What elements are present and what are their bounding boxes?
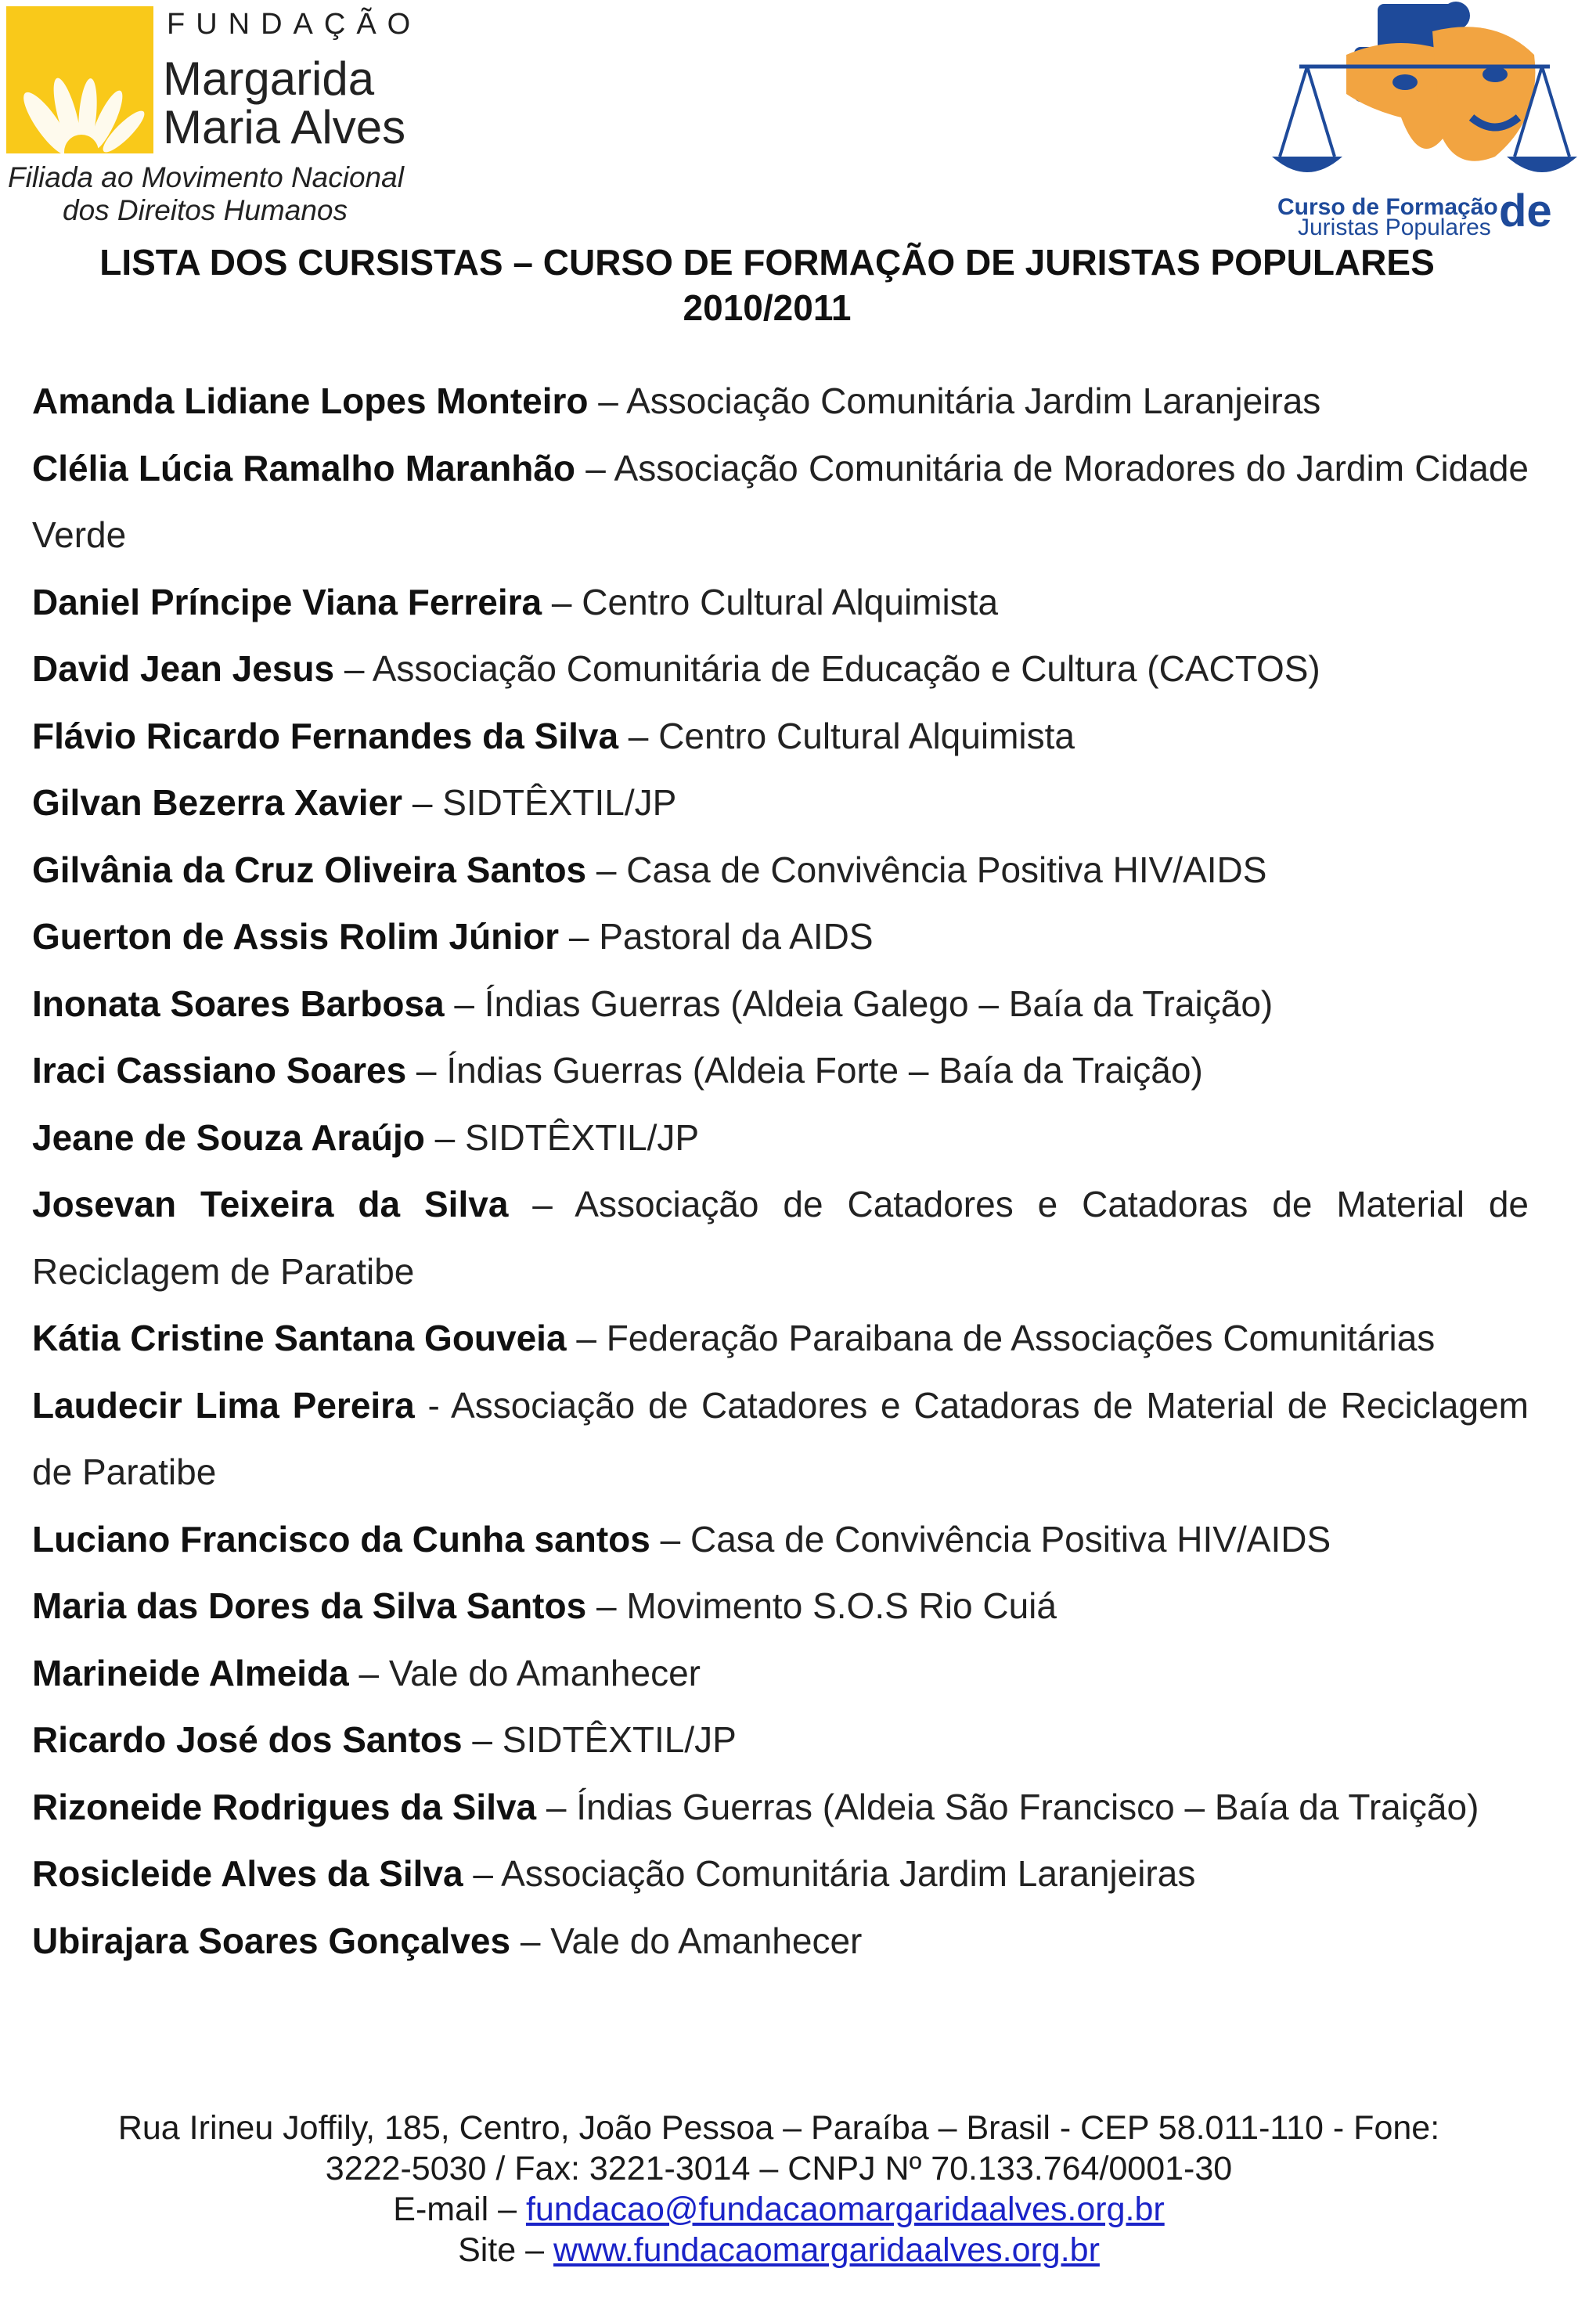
participant-organization: Casa de Convivência Positiva HIV/AIDS (626, 849, 1267, 890)
flower-emblem-icon (6, 6, 153, 153)
participant-entry (32, 903, 1529, 971)
course-logo (1260, 0, 1581, 241)
participant-name: Maria das Dores da Silva Santos (32, 1585, 587, 1626)
participant-organization: SIDTÊXTIL/JP (442, 782, 677, 823)
participant-organization: Centro Cultural Alquimista (582, 581, 999, 622)
participant-separator: – (650, 1518, 690, 1560)
participant-organization: Índias Guerras (Aldeia Forte – Baía da Traição) (446, 1050, 1203, 1091)
participant-entry (32, 1305, 1529, 1372)
participant-entry (32, 1171, 1529, 1305)
title-line2: 2010/2011 (683, 287, 852, 328)
participant-name: Ubirajara Soares Gonçalves (32, 1920, 511, 1961)
participant-separator: – (588, 380, 627, 421)
participant-name: Rosicleide Alves da Silva (32, 1853, 463, 1894)
participant-organization: Índias Guerras (Aldeia São Francisco – Baía da Traição) (576, 1786, 1479, 1827)
footer-email-label: E-mail – (393, 2191, 526, 2228)
participant-name: Clélia Lúcia Ramalho Maranhão (32, 447, 576, 489)
footer-contact (0, 2108, 1558, 2270)
course-logo-line1: Curso de Formação (1277, 194, 1498, 220)
logo-fundacao-text: FUNDAÇÃO (167, 8, 422, 41)
course-logo-de: de (1499, 186, 1552, 236)
participant-organization: Associação de Catadores e Catadoras de Material de Reciclagem de Paratibe (32, 1384, 1529, 1492)
participant-name: David Jean Jesus (32, 648, 335, 689)
participant-organization: Associação Comunitária de Educação e Cultura (CACTOS) (372, 648, 1320, 689)
participant-organization: Centro Cultural Alquimista (658, 715, 1075, 756)
participant-organization: Associação Comunitária Jardim Laranjeiras (626, 380, 1321, 421)
participant-entry (32, 1841, 1529, 1908)
footer-email-line (0, 2189, 1558, 2230)
participant-name: Luciano Francisco da Cunha santos (32, 1518, 650, 1560)
participant-entry (32, 837, 1529, 904)
participant-name: Kátia Cristine Santana Gouveia (32, 1318, 567, 1358)
participant-separator: - (414, 1384, 452, 1426)
footer-site-line (0, 2230, 1558, 2270)
participant-entry (32, 1372, 1529, 1506)
participant-name: Inonata Soares Barbosa (32, 983, 445, 1024)
participants-list (32, 368, 1529, 1974)
foundation-logo (6, 6, 445, 229)
participant-separator: – (542, 581, 582, 622)
participant-name: Gilvan Bezerra Xavier (32, 782, 403, 823)
scales-of-justice-icon (1260, 0, 1581, 196)
participant-separator: – (406, 1050, 447, 1091)
participant-entry (32, 1573, 1529, 1640)
participant-name: Flávio Ricardo Fernandes da Silva (32, 715, 619, 756)
participant-entry (32, 435, 1529, 569)
participant-organization: Índias Guerras (Aldeia Galego – Baía da Traição) (484, 983, 1274, 1024)
participant-entry (32, 1707, 1529, 1774)
participant-organization: SIDTÊXTIL/JP (502, 1719, 737, 1760)
logo-name-line1: Margarida (163, 52, 375, 105)
footer-address: Rua Irineu Joffily, 185, Centro, João Pessoa – Paraíba – Brasil - CEP 58.011-110 - Fone: (117, 2109, 1440, 2147)
participant-entry (32, 770, 1529, 837)
participant-separator: – (586, 849, 627, 890)
logo-affiliation-line2: dos Direitos Humanos (63, 194, 348, 226)
participant-separator: – (348, 1652, 389, 1693)
participant-separator: – (402, 782, 443, 823)
participant-separator: – (618, 715, 659, 756)
footer-site-label: Site – (458, 2231, 553, 2269)
title-line1: LISTA DOS CURSISTAS – CURSO DE FORMAÇÃO DE JURISTAS POPULARES (99, 242, 1435, 283)
participant-separator: – (536, 1786, 577, 1827)
document-title (0, 240, 1534, 330)
participant-name: Daniel Príncipe Viana Ferreira (32, 581, 542, 622)
participant-name: Rizoneide Rodrigues da Silva (32, 1786, 537, 1827)
participant-entry (32, 1105, 1529, 1172)
participant-name: Marineide Almeida (32, 1652, 349, 1693)
participant-name: Amanda Lidiane Lopes Monteiro (32, 380, 589, 421)
participant-separator: – (586, 1585, 627, 1626)
participant-organization: Federação Paraibana de Associações Comunitárias (606, 1318, 1436, 1358)
participant-name: Laudecir Lima Pereira (32, 1384, 415, 1426)
participant-entry (32, 1037, 1529, 1105)
participant-separator: – (559, 916, 600, 957)
participant-name: Iraci Cassiano Soares (32, 1050, 407, 1091)
participant-organization: Movimento S.O.S Rio Cuiá (626, 1585, 1057, 1626)
participant-entry (32, 703, 1529, 770)
course-logo-line2: Juristas Populares (1298, 215, 1491, 240)
participant-separator: – (424, 1116, 466, 1158)
participant-entry (32, 569, 1529, 637)
participant-organization: Vale do Amanhecer (550, 1920, 863, 1961)
participant-name: Guerton de Assis Rolim Júnior (32, 916, 560, 957)
participant-name: Jeane de Souza Araújo (32, 1116, 425, 1158)
participant-separator: – (508, 1184, 575, 1224)
participant-entry (32, 368, 1529, 435)
participant-organization: Vale do Amanhecer (388, 1652, 701, 1693)
participant-entry (32, 636, 1529, 703)
participant-organization: Associação de Catadores e Catadoras de Material de Reciclagem de Paratibe (32, 1184, 1529, 1292)
logo-affiliation-line1: Filiada ao Movimento Nacional (8, 161, 404, 193)
participant-organization: SIDTÊXTIL/JP (465, 1116, 700, 1158)
participant-separator: – (334, 648, 373, 689)
participant-name: Josevan Teixeira da Silva (32, 1184, 509, 1224)
participant-entry (32, 1640, 1529, 1708)
participant-entry (32, 971, 1529, 1038)
site-link[interactable]: www.fundacaomargaridaalves.org.br (553, 2231, 1100, 2269)
participant-separator: – (462, 1719, 503, 1760)
participant-organization: Pastoral da AIDS (599, 916, 874, 957)
participant-separator: – (463, 1853, 502, 1894)
participant-separator: – (566, 1318, 607, 1358)
footer-phones: 3222-5030 / Fax: 3221-3014 – CNPJ Nº 70.133.764/0001-30 (325, 2150, 1233, 2187)
participant-separator: – (444, 983, 485, 1024)
participant-organization: Casa de Convivência Positiva HIV/AIDS (690, 1518, 1331, 1560)
logo-name-line2: Maria Alves (163, 101, 406, 153)
participant-name: Gilvânia da Cruz Oliveira Santos (32, 849, 587, 890)
participant-separator: – (510, 1920, 551, 1961)
participant-separator: – (575, 447, 614, 489)
participant-organization: Associação Comunitária de Moradores do Jardim Cidade Verde (32, 447, 1529, 555)
email-link[interactable]: fundacao@fundacaomargaridaalves.org.br (525, 2191, 1165, 2228)
participant-entry (32, 1506, 1529, 1574)
participant-entry (32, 1908, 1529, 1975)
participant-organization: Associação Comunitária Jardim Laranjeiras (501, 1853, 1196, 1894)
participant-name: Ricardo José dos Santos (32, 1719, 463, 1760)
participant-entry (32, 1774, 1529, 1841)
